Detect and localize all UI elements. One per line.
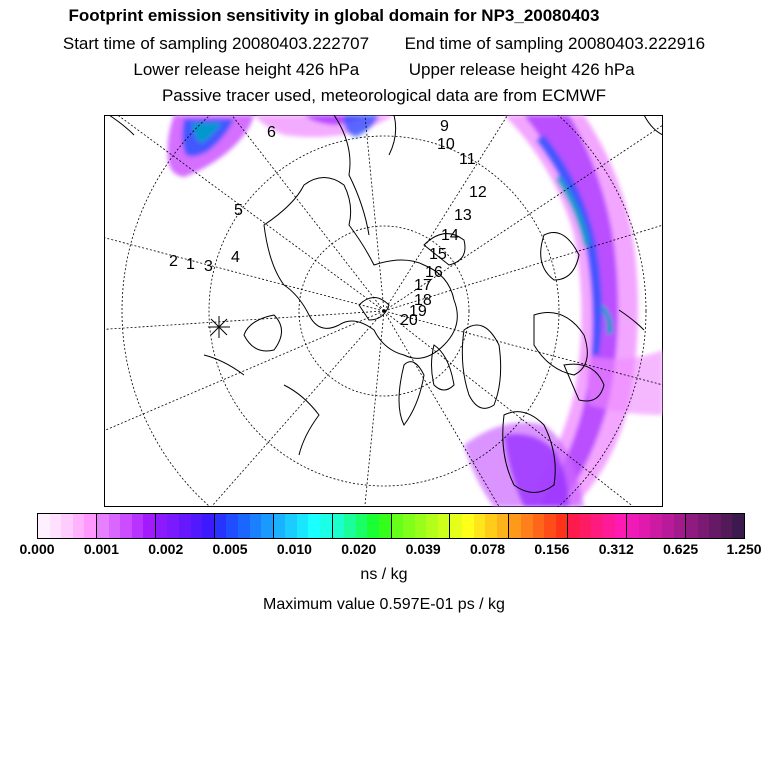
- sampling-times: [0, 34, 768, 54]
- trajectory-label: 10: [437, 136, 455, 153]
- maximum-value: Maximum value 0.597E-01 ps / kg: [263, 596, 505, 613]
- colorbar-swatch: [191, 514, 203, 538]
- trajectory-label: 14: [441, 227, 459, 244]
- colorbar-segment: [392, 514, 451, 538]
- colorbar-swatch: [84, 514, 96, 538]
- trajectory-label: 13: [454, 207, 472, 224]
- colorbar-swatch: [485, 514, 497, 538]
- colorbar-swatch: [344, 514, 356, 538]
- colorbar-swatch: [438, 514, 450, 538]
- trajectory-label: 18: [414, 292, 432, 309]
- colorbar-swatch: [308, 514, 320, 538]
- colorbar-swatch: [627, 514, 639, 538]
- colorbar-swatch: [462, 514, 474, 538]
- colorbar-swatch: [297, 514, 309, 538]
- colorbar-tick-label: 0.625: [663, 541, 699, 557]
- trajectory-label: 3: [204, 258, 213, 275]
- colorbar-tick-label: 0.005: [212, 541, 248, 557]
- colorbar-tick-labels: [0, 541, 768, 561]
- trajectory-label: 9: [440, 118, 449, 135]
- trajectory-label: 16: [425, 264, 443, 281]
- colorbar-swatch: [38, 514, 50, 538]
- colorbar-swatch: [674, 514, 686, 538]
- colorbar-swatch: [426, 514, 438, 538]
- colorbar-tick-label: 0.156: [534, 541, 570, 557]
- colorbar-tick-label: 0.312: [598, 541, 634, 557]
- colorbar-swatch: [662, 514, 674, 538]
- colorbar-swatch: [143, 514, 155, 538]
- colorbar-swatch: [179, 514, 191, 538]
- colorbar-swatch: [415, 514, 427, 538]
- trajectory-label: 19: [409, 303, 427, 320]
- colorbar-segment: [274, 514, 333, 538]
- colorbar-segment: [509, 514, 568, 538]
- colorbar-segment: [450, 514, 509, 538]
- colorbar-swatch: [61, 514, 73, 538]
- colorbar-tick-label: 0.078: [470, 541, 506, 557]
- colorbar-segment: [568, 514, 627, 538]
- colorbar-swatch: [356, 514, 368, 538]
- colorbar-swatch: [285, 514, 297, 538]
- colorbar-swatch: [215, 514, 227, 538]
- plot-title: Footprint emission sensitivity in global domain for NP3_20080403: [68, 6, 600, 25]
- colorbar-swatch: [533, 514, 545, 538]
- colorbar-swatch: [497, 514, 509, 538]
- colorbar-swatch: [392, 514, 404, 538]
- trajectory-label: 11: [459, 151, 476, 168]
- trajectory-label: 1: [186, 256, 195, 273]
- colorbar-swatch: [120, 514, 132, 538]
- colorbar-swatch: [568, 514, 580, 538]
- colorbar-swatch: [556, 514, 568, 538]
- colorbar-swatch: [521, 514, 533, 538]
- colorbar-swatch: [686, 514, 698, 538]
- colorbar-swatch: [474, 514, 486, 538]
- colorbar-tick-label: 0.001: [83, 541, 119, 557]
- trajectory-label: 17: [414, 277, 432, 294]
- colorbar-swatch: [732, 514, 744, 538]
- colorbar-segment: [38, 514, 97, 538]
- colorbar-swatch: [109, 514, 121, 538]
- colorbar-swatch: [591, 514, 603, 538]
- colorbar-swatch: [202, 514, 214, 538]
- trajectory-label: 2: [169, 253, 178, 270]
- trajectory-label: 15: [429, 246, 447, 263]
- colorbar-swatch: [698, 514, 710, 538]
- tracer-info: Passive tracer used, meteorological data are from ECMWF: [161, 86, 607, 105]
- colorbar-segment: [156, 514, 215, 538]
- colorbar-swatch: [274, 514, 286, 538]
- colorbar-tick-label: 1.250: [726, 541, 762, 557]
- colorbar-swatch: [580, 514, 592, 538]
- lower-height-label: Lower release height 426 hPa: [133, 60, 360, 79]
- trajectory-label: 5: [234, 202, 243, 219]
- colorbar-segment: [333, 514, 392, 538]
- colorbar-swatch: [50, 514, 62, 538]
- start-time-label: Start time of sampling 20080403.222707: [62, 34, 370, 53]
- colorbar-swatch: [73, 514, 85, 538]
- colorbar-swatch: [509, 514, 521, 538]
- colorbar-segment: [215, 514, 274, 538]
- colorbar-swatch: [650, 514, 662, 538]
- trajectory-label: 6: [267, 124, 276, 141]
- colorbar-swatch: [403, 514, 415, 538]
- end-time-label: End time of sampling 20080403.222916: [404, 34, 706, 53]
- colorbar-swatch: [379, 514, 391, 538]
- colorbar-swatch: [450, 514, 462, 538]
- colorbar-tick-label: 0.000: [19, 541, 55, 557]
- colorbar-swatch: [639, 514, 651, 538]
- colorbar-segment: [686, 514, 744, 538]
- upper-height-label: Upper release height 426 hPa: [408, 60, 635, 79]
- colorbar: [37, 513, 745, 539]
- colorbar-swatch: [709, 514, 721, 538]
- colorbar-segment: [97, 514, 156, 538]
- colorbar-swatch: [167, 514, 179, 538]
- colorbar-swatch: [367, 514, 379, 538]
- colorbar-swatch: [603, 514, 615, 538]
- colorbar-swatch: [544, 514, 556, 538]
- colorbar-swatch: [238, 514, 250, 538]
- colorbar-unit: ns / kg: [360, 566, 408, 583]
- colorbar-swatch: [132, 514, 144, 538]
- colorbar-swatch: [97, 514, 109, 538]
- colorbar-swatch: [333, 514, 345, 538]
- colorbar-segment: [627, 514, 686, 538]
- release-location-marker: [208, 316, 230, 338]
- colorbar-swatch: [250, 514, 262, 538]
- colorbar-swatch: [156, 514, 168, 538]
- release-heights: [0, 60, 768, 80]
- colorbar-tick-label: 0.010: [276, 541, 312, 557]
- colorbar-tick-label: 0.002: [148, 541, 184, 557]
- colorbar-tick-label: 0.020: [341, 541, 377, 557]
- colorbar-swatch: [320, 514, 332, 538]
- colorbar-swatch: [261, 514, 273, 538]
- trajectory-label: 12: [469, 184, 487, 201]
- colorbar-swatch: [721, 514, 733, 538]
- colorbar-swatch: [226, 514, 238, 538]
- trajectory-label: 4: [231, 249, 240, 266]
- polar-map: [104, 115, 663, 507]
- colorbar-tick-label: 0.039: [405, 541, 441, 557]
- trajectory-label: 20: [400, 312, 418, 329]
- colorbar-swatch: [615, 514, 627, 538]
